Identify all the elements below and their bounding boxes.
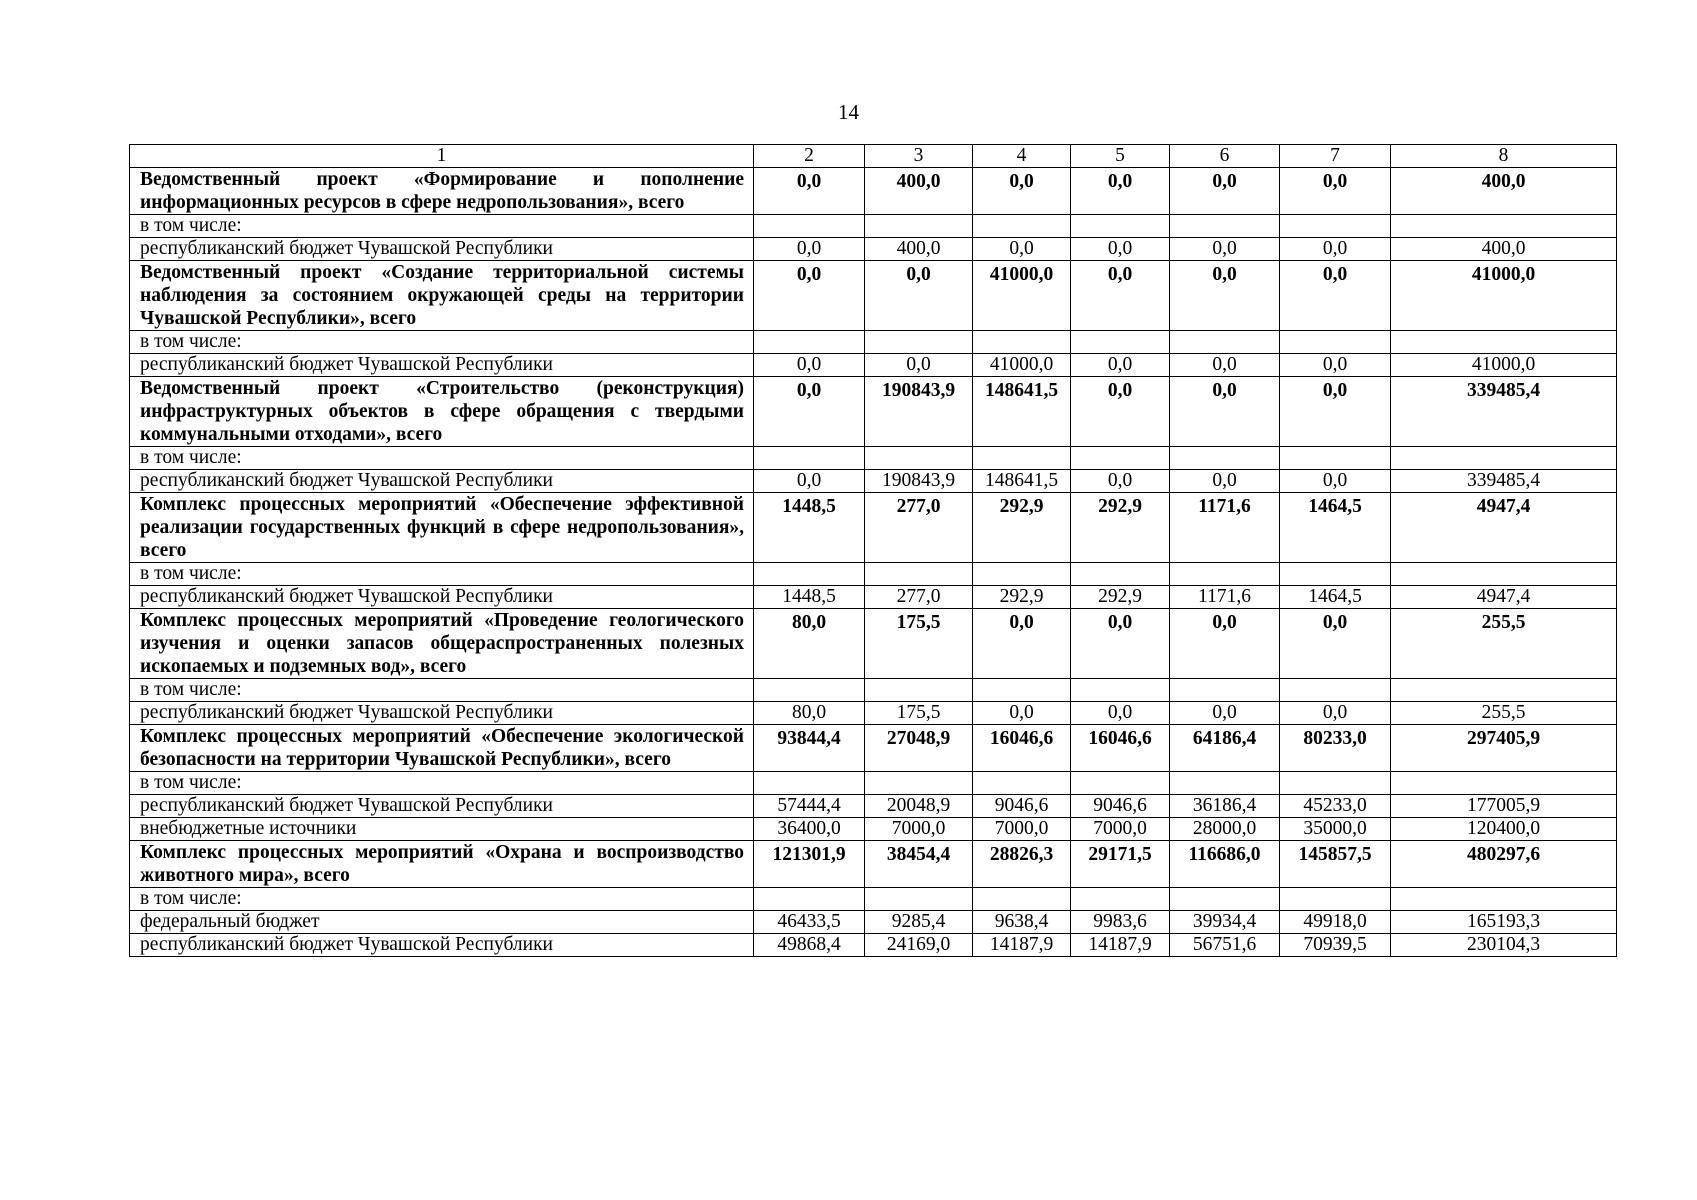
amount-cell: 20048,9	[865, 795, 973, 818]
amount-cell: 46433,5	[754, 911, 865, 934]
amount-cell: 190843,9	[865, 377, 973, 447]
amount-cell: 93844,4	[754, 725, 865, 772]
funding-source-row	[130, 818, 1617, 841]
amount-cell: 41000,0	[973, 261, 1071, 331]
amount-cell: 277,0	[865, 493, 973, 563]
program-total-row	[130, 609, 1617, 679]
amount-cell: 7000,0	[973, 818, 1071, 841]
amount-cell: 4947,4	[1391, 586, 1617, 609]
amount-cell: 1464,5	[1280, 586, 1391, 609]
amount-cell: 480297,6	[1391, 841, 1617, 888]
funding-source-name-cell: федеральный бюджет	[130, 911, 754, 934]
amount-cell: 0,0	[1071, 238, 1170, 261]
amount-cell: 175,5	[865, 609, 973, 679]
amount-cell	[973, 331, 1071, 354]
amount-cell: 28826,3	[973, 841, 1071, 888]
amount-cell: 177005,9	[1391, 795, 1617, 818]
amount-cell: 0,0	[1280, 702, 1391, 725]
amount-cell	[754, 888, 865, 911]
amount-cell: 0,0	[865, 354, 973, 377]
amount-cell	[1170, 215, 1280, 238]
amount-cell: 27048,9	[865, 725, 973, 772]
including-label-row	[130, 888, 1617, 911]
funding-source-row	[130, 470, 1617, 493]
column-number-header: 4	[973, 145, 1071, 168]
amount-cell	[1391, 679, 1617, 702]
amount-cell: 9983,6	[1071, 911, 1170, 934]
amount-cell	[1280, 888, 1391, 911]
amount-cell: 297405,9	[1391, 725, 1617, 772]
amount-cell: 9638,4	[973, 911, 1071, 934]
amount-cell: 1448,5	[754, 493, 865, 563]
program-total-row	[130, 493, 1617, 563]
amount-cell	[1071, 563, 1170, 586]
program-name-cell: Комплекс процессных мероприятий «Обеспечение экологической безопасности на территории Чувашской Республики», всего	[130, 725, 754, 772]
amount-cell	[1170, 888, 1280, 911]
amount-cell: 0,0	[754, 354, 865, 377]
funding-source-name-cell: республиканский бюджет Чувашской Республики	[130, 238, 754, 261]
amount-cell: 230104,3	[1391, 934, 1617, 957]
funding-source-name-cell: республиканский бюджет Чувашской Республики	[130, 702, 754, 725]
amount-cell: 57444,4	[754, 795, 865, 818]
program-total-row	[130, 168, 1617, 215]
amount-cell: 28000,0	[1170, 818, 1280, 841]
amount-cell: 277,0	[865, 586, 973, 609]
amount-cell	[865, 563, 973, 586]
amount-cell: 121301,9	[754, 841, 865, 888]
amount-cell: 41000,0	[1391, 354, 1617, 377]
amount-cell: 4947,4	[1391, 493, 1617, 563]
amount-cell: 14187,9	[1071, 934, 1170, 957]
amount-cell: 41000,0	[973, 354, 1071, 377]
amount-cell	[1280, 447, 1391, 470]
column-number-header: 5	[1071, 145, 1170, 168]
amount-cell: 80,0	[754, 609, 865, 679]
amount-cell	[1170, 563, 1280, 586]
program-name-cell: Ведомственный проект «Формирование и пополнение информационных ресурсов в сфере недропользования», всего	[130, 168, 754, 215]
including-label-cell: в том числе:	[130, 331, 754, 354]
amount-cell: 165193,3	[1391, 911, 1617, 934]
amount-cell: 36400,0	[754, 818, 865, 841]
program-name-cell: Комплекс процессных мероприятий «Обеспечение эффективной реализации государственных функций в сфере недропользования», всего	[130, 493, 754, 563]
including-label-row	[130, 563, 1617, 586]
budget-table	[129, 144, 1617, 957]
amount-cell: 400,0	[865, 238, 973, 261]
amount-cell: 339485,4	[1391, 377, 1617, 447]
amount-cell: 339485,4	[1391, 470, 1617, 493]
column-number-header: 3	[865, 145, 973, 168]
including-label-cell: в том числе:	[130, 679, 754, 702]
amount-cell: 116686,0	[1170, 841, 1280, 888]
including-label-row	[130, 215, 1617, 238]
amount-cell: 29171,5	[1071, 841, 1170, 888]
amount-cell: 0,0	[1170, 261, 1280, 331]
including-label-cell: в том числе:	[130, 888, 754, 911]
amount-cell	[973, 679, 1071, 702]
amount-cell: 16046,6	[1071, 725, 1170, 772]
funding-source-row	[130, 934, 1617, 957]
amount-cell: 0,0	[1280, 470, 1391, 493]
page-number: 14	[838, 100, 859, 124]
amount-cell: 190843,9	[865, 470, 973, 493]
amount-cell: 0,0	[1170, 470, 1280, 493]
amount-cell: 0,0	[1071, 470, 1170, 493]
amount-cell	[754, 679, 865, 702]
amount-cell: 148641,5	[973, 377, 1071, 447]
amount-cell	[973, 447, 1071, 470]
amount-cell	[1170, 447, 1280, 470]
amount-cell: 7000,0	[865, 818, 973, 841]
amount-cell: 0,0	[1280, 609, 1391, 679]
amount-cell	[754, 772, 865, 795]
amount-cell: 45233,0	[1280, 795, 1391, 818]
including-label-cell: в том числе:	[130, 772, 754, 795]
amount-cell	[754, 331, 865, 354]
amount-cell: 0,0	[1170, 168, 1280, 215]
amount-cell: 0,0	[1071, 168, 1170, 215]
amount-cell: 0,0	[1071, 261, 1170, 331]
amount-cell: 14187,9	[973, 934, 1071, 957]
amount-cell: 80,0	[754, 702, 865, 725]
amount-cell	[1071, 215, 1170, 238]
amount-cell: 0,0	[1280, 238, 1391, 261]
funding-source-name-cell: внебюджетные источники	[130, 818, 754, 841]
including-label-cell: в том числе:	[130, 447, 754, 470]
amount-cell: 0,0	[973, 238, 1071, 261]
amount-cell	[1280, 772, 1391, 795]
amount-cell: 1171,6	[1170, 586, 1280, 609]
amount-cell: 24169,0	[865, 934, 973, 957]
amount-cell: 0,0	[1071, 609, 1170, 679]
amount-cell: 9046,6	[1071, 795, 1170, 818]
including-label-row	[130, 331, 1617, 354]
program-total-row	[130, 261, 1617, 331]
amount-cell: 148641,5	[973, 470, 1071, 493]
amount-cell	[1170, 331, 1280, 354]
amount-cell: 0,0	[754, 377, 865, 447]
amount-cell: 145857,5	[1280, 841, 1391, 888]
funding-source-row	[130, 795, 1617, 818]
amount-cell: 49868,4	[754, 934, 865, 957]
amount-cell: 16046,6	[973, 725, 1071, 772]
amount-cell	[1280, 563, 1391, 586]
amount-cell: 292,9	[1071, 493, 1170, 563]
funding-source-name-cell: республиканский бюджет Чувашской Республики	[130, 795, 754, 818]
amount-cell	[1071, 772, 1170, 795]
amount-cell	[865, 772, 973, 795]
amount-cell: 38454,4	[865, 841, 973, 888]
amount-cell	[1071, 447, 1170, 470]
including-label-row	[130, 772, 1617, 795]
amount-cell	[1280, 215, 1391, 238]
column-number-header: 8	[1391, 145, 1617, 168]
amount-cell	[1071, 331, 1170, 354]
program-total-row	[130, 377, 1617, 447]
amount-cell: 0,0	[1280, 354, 1391, 377]
amount-cell: 0,0	[1071, 354, 1170, 377]
amount-cell: 292,9	[1071, 586, 1170, 609]
funding-source-name-cell: республиканский бюджет Чувашской Республики	[130, 934, 754, 957]
amount-cell: 0,0	[1170, 238, 1280, 261]
amount-cell	[1071, 888, 1170, 911]
amount-cell: 1448,5	[754, 586, 865, 609]
program-name-cell: Ведомственный проект «Строительство (реконструкция) инфраструктурных объектов в сфере обращения с твердыми коммунальными отходами», всего	[130, 377, 754, 447]
amount-cell	[865, 215, 973, 238]
amount-cell: 255,5	[1391, 609, 1617, 679]
amount-cell	[973, 215, 1071, 238]
amount-cell: 0,0	[1170, 609, 1280, 679]
amount-cell: 400,0	[865, 168, 973, 215]
amount-cell	[1280, 331, 1391, 354]
amount-cell: 400,0	[1391, 238, 1617, 261]
amount-cell: 0,0	[973, 168, 1071, 215]
program-total-row	[130, 841, 1617, 888]
amount-cell: 80233,0	[1280, 725, 1391, 772]
amount-cell	[1391, 331, 1617, 354]
amount-cell: 56751,6	[1170, 934, 1280, 957]
amount-cell: 70939,5	[1280, 934, 1391, 957]
amount-cell	[754, 215, 865, 238]
amount-cell: 0,0	[1170, 354, 1280, 377]
amount-cell	[1071, 679, 1170, 702]
amount-cell	[1170, 772, 1280, 795]
amount-cell: 9046,6	[973, 795, 1071, 818]
including-label-cell: в том числе:	[130, 215, 754, 238]
amount-cell: 39934,4	[1170, 911, 1280, 934]
including-label-row	[130, 447, 1617, 470]
amount-cell	[865, 888, 973, 911]
amount-cell	[865, 679, 973, 702]
amount-cell	[1391, 563, 1617, 586]
amount-cell: 120400,0	[1391, 818, 1617, 841]
funding-source-row	[130, 586, 1617, 609]
amount-cell: 0,0	[754, 168, 865, 215]
column-number-header: 2	[754, 145, 865, 168]
amount-cell	[1280, 679, 1391, 702]
amount-cell: 1464,5	[1280, 493, 1391, 563]
amount-cell: 255,5	[1391, 702, 1617, 725]
amount-cell: 175,5	[865, 702, 973, 725]
amount-cell: 35000,0	[1280, 818, 1391, 841]
column-number-header-row	[130, 145, 1617, 168]
amount-cell: 9285,4	[865, 911, 973, 934]
funding-source-name-cell: республиканский бюджет Чувашской Республики	[130, 586, 754, 609]
amount-cell	[1391, 772, 1617, 795]
amount-cell: 0,0	[754, 261, 865, 331]
amount-cell: 7000,0	[1071, 818, 1170, 841]
amount-cell: 41000,0	[1391, 261, 1617, 331]
including-label-cell: в том числе:	[130, 563, 754, 586]
amount-cell	[1391, 215, 1617, 238]
column-number-header: 7	[1280, 145, 1391, 168]
amount-cell	[1391, 447, 1617, 470]
program-total-row	[130, 725, 1617, 772]
amount-cell: 0,0	[1280, 168, 1391, 215]
amount-cell: 292,9	[973, 493, 1071, 563]
amount-cell: 0,0	[865, 261, 973, 331]
amount-cell: 0,0	[973, 609, 1071, 679]
including-label-row	[130, 679, 1617, 702]
amount-cell: 0,0	[1071, 377, 1170, 447]
table-body	[130, 145, 1617, 957]
amount-cell: 0,0	[1280, 261, 1391, 331]
amount-cell	[973, 563, 1071, 586]
funding-source-row	[130, 238, 1617, 261]
program-name-cell: Ведомственный проект «Создание территориальной системы наблюдения за состоянием окружающей среды на территории Чувашской Республики», всего	[130, 261, 754, 331]
amount-cell	[973, 772, 1071, 795]
amount-cell	[865, 331, 973, 354]
amount-cell: 64186,4	[1170, 725, 1280, 772]
amount-cell	[1170, 679, 1280, 702]
amount-cell: 0,0	[754, 470, 865, 493]
amount-cell	[1391, 888, 1617, 911]
amount-cell: 0,0	[973, 702, 1071, 725]
funding-source-name-cell: республиканский бюджет Чувашской Республики	[130, 354, 754, 377]
amount-cell: 292,9	[973, 586, 1071, 609]
amount-cell: 0,0	[1280, 377, 1391, 447]
amount-cell	[754, 447, 865, 470]
amount-cell: 36186,4	[1170, 795, 1280, 818]
funding-source-row	[130, 911, 1617, 934]
amount-cell: 400,0	[1391, 168, 1617, 215]
funding-source-row	[130, 354, 1617, 377]
amount-cell: 1171,6	[1170, 493, 1280, 563]
amount-cell: 0,0	[754, 238, 865, 261]
program-name-cell: Комплекс процессных мероприятий «Охрана и воспроизводство животного мира», всего	[130, 841, 754, 888]
amount-cell	[973, 888, 1071, 911]
amount-cell: 0,0	[1071, 702, 1170, 725]
column-number-header: 6	[1170, 145, 1280, 168]
amount-cell: 0,0	[1170, 377, 1280, 447]
amount-cell: 49918,0	[1280, 911, 1391, 934]
funding-source-row	[130, 702, 1617, 725]
funding-source-name-cell: республиканский бюджет Чувашской Республики	[130, 470, 754, 493]
amount-cell	[865, 447, 973, 470]
program-name-cell: Комплекс процессных мероприятий «Проведение геологического изучения и оценки запасов общераспространенных полезных ископаемых и подземных вод», всего	[130, 609, 754, 679]
amount-cell: 0,0	[1170, 702, 1280, 725]
amount-cell	[754, 563, 865, 586]
column-number-header: 1	[130, 145, 754, 168]
